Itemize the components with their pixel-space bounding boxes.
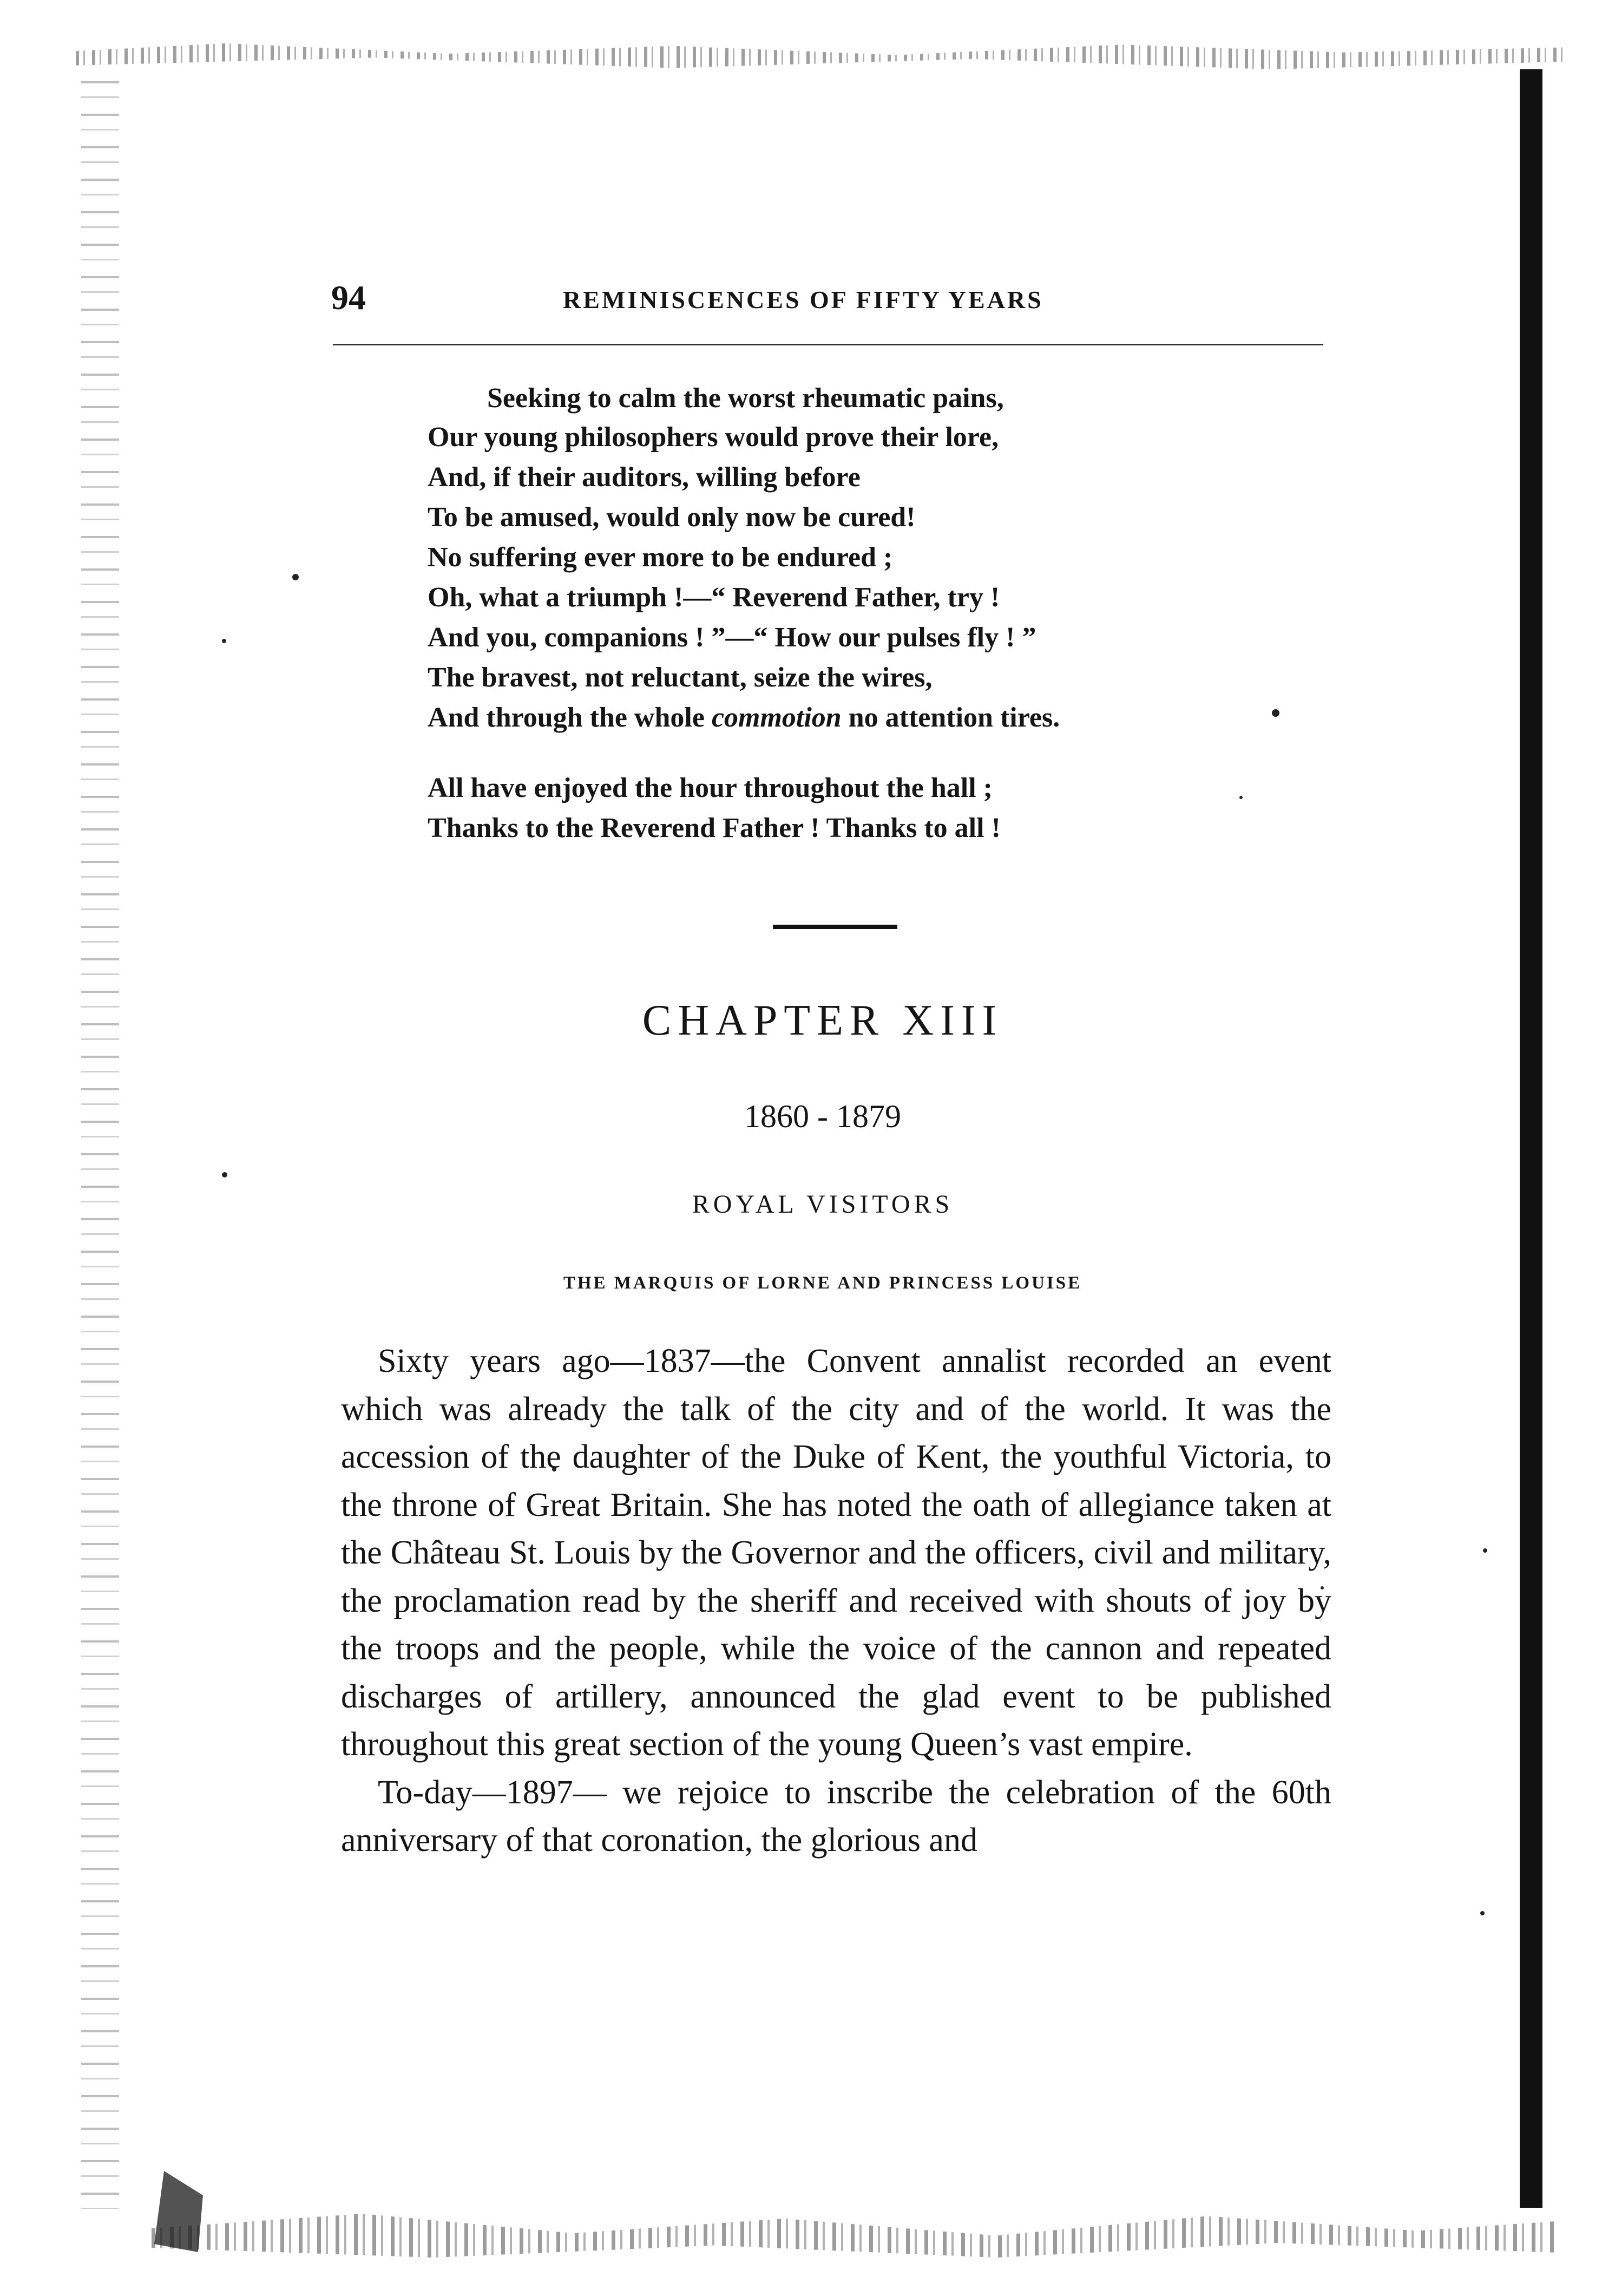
scan-noise-corner <box>154 2171 203 2252</box>
scan-noise-left <box>81 81 119 2209</box>
poem-italic-word: commotion <box>711 702 842 733</box>
poem-line: No suffering ever more to be endured ; <box>428 542 893 573</box>
chapter-dates: 1860 - 1879 <box>744 1098 901 1134</box>
poem-line: The bravest, not reluctant, seize the wires, <box>428 662 933 693</box>
chapter-body <box>341 1337 1331 1865</box>
header-rule <box>333 344 1323 345</box>
chapter-title: ROYAL VISITORS <box>692 1190 954 1219</box>
paragraph: Sixty years ago—1837—the Convent annalist recorded an event which was already the talk of the city and of the world. It was the accession of the daughter of the Duke of Kent, the youthful Victoria, to the throne of Great Britain. She has noted the oath of allegiance taken at the Château St. Louis by the Governor and the officers, civil and military, the proclamation read by the sheriff and received with shouts of joy by the troops and the people, while the voice of the cannon and repeated discharges of artillery, announced the glad event to be published throughout this great section of the young Queen’s vast empire. <box>341 1343 1331 1763</box>
scan-noise-bottom <box>152 2209 1559 2258</box>
poem-line: Our young philosophers would prove their lore, <box>428 422 999 453</box>
poem-line: Oh, what a triumph !—“ Reverend Father, try ! <box>428 582 1000 613</box>
section-divider <box>773 925 897 929</box>
chapter-subtitle: THE MARQUIS OF LORNE AND PRINCESS LOUISE <box>563 1273 1082 1293</box>
page-number: 94 <box>331 278 366 317</box>
poem-line: Seeking to calm the worst rheumatic pains, <box>487 383 1004 414</box>
poem-closing-line: All have enjoyed the hour throughout the hall ; <box>428 773 993 803</box>
poem-line: And you, companions ! ”—“ How our pulses fly ! ” <box>428 622 1036 653</box>
poem-line: To be amused, would only now be cured! <box>428 502 916 533</box>
poem-line-9 <box>428 698 1060 737</box>
chapter-heading: CHAPTER XIII <box>642 997 1003 1044</box>
running-head <box>0 276 1602 319</box>
running-title: REMINISCENCES OF FIFTY YEARS <box>563 286 1043 313</box>
poem-line: And, if their auditors, willing before <box>428 462 861 493</box>
scan-noise-top <box>76 43 1570 69</box>
poem-closing-line: Thanks to the Reverend Father ! Thanks to all ! <box>428 813 1001 843</box>
poem-line-start: And through the whole <box>428 702 712 733</box>
poem-line-end: no attention tires. <box>841 702 1060 733</box>
paragraph: To-day—1897— we rejoice to inscribe the celebration of the 60th anniversary of that coronation, the glorious and <box>341 1774 1331 1859</box>
